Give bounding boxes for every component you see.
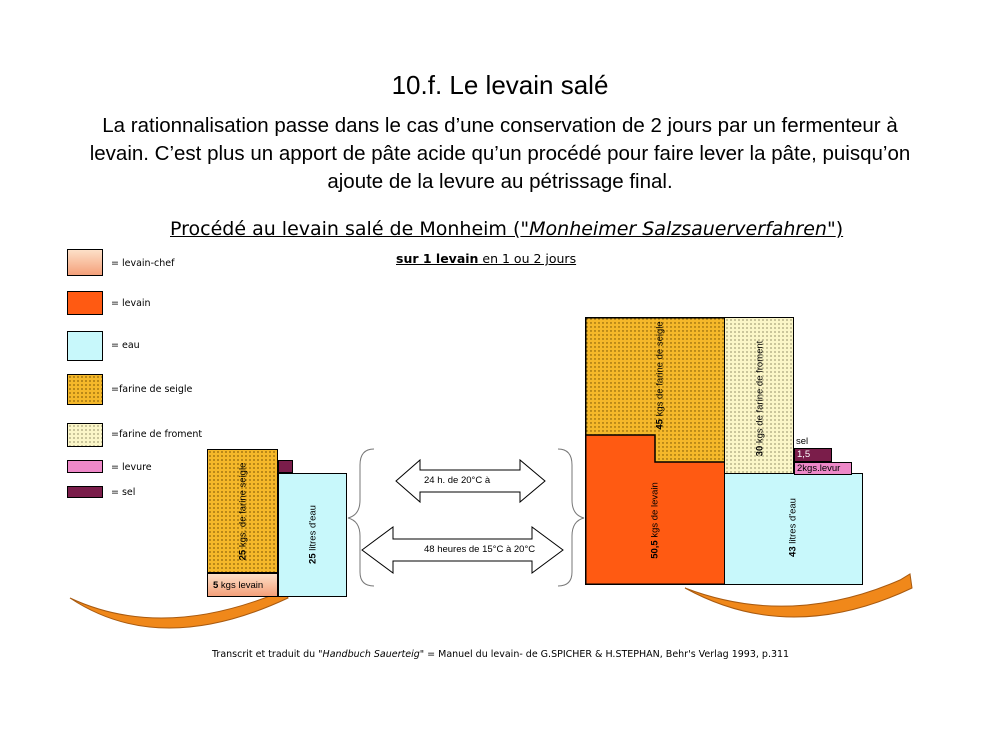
left-seigle-text: kgs. de farine seigle <box>237 462 249 550</box>
duration-label-bottom: 48 heures de 15°C à 20°C <box>424 544 536 555</box>
right-sel-caption: sel <box>796 436 809 447</box>
left-seigle-block <box>207 449 278 573</box>
left-chef-quantity: 5 <box>213 580 219 591</box>
right-froment-label <box>755 329 766 469</box>
left-seigle-label <box>238 442 249 582</box>
left-levain-chef-block <box>207 573 278 597</box>
right-eau-label <box>788 458 799 598</box>
left-eau-text: litres d'eau <box>307 505 319 554</box>
legend-label: = eau <box>111 340 140 351</box>
right-levure-block <box>794 462 852 475</box>
left-levain-chef-label <box>213 580 263 591</box>
legend-label: = levure <box>111 462 152 473</box>
right-sel-value: 1,5 <box>797 449 811 460</box>
legend-label: = levain <box>111 298 151 309</box>
diagram-subtitle-rest: en 1 ou 2 jours <box>478 251 577 266</box>
left-eau-quantity: 25 <box>307 553 319 564</box>
intro-paragraph: La rationnalisation passe dans le cas d’une conservation de 2 jours par un fermenteur à levain. C’est plus un apport de pâte acide qu’un procédé pour faire lever la pâte, puisqu’on ajoute de la levure au pétrissage final. <box>89 114 911 193</box>
left-chef-text: kgs levain <box>218 580 264 591</box>
right-levain-quantity: 50,5 <box>649 540 661 559</box>
right-eau-text: litres d'eau <box>787 498 799 547</box>
left-seigle-quantity: 25 <box>237 549 249 561</box>
diagram-title-german: "Monheimer Salzsauerverfahren" <box>520 218 836 240</box>
right-eau-quantity: 43 <box>787 546 799 557</box>
left-eau-label <box>308 465 319 605</box>
duration-label-top: 24 h. de 20°C à <box>424 475 491 486</box>
right-levain-label <box>650 451 661 591</box>
diagram-title-close: ) <box>835 218 844 240</box>
right-seigle-text: kgs de farine de seigle <box>654 321 666 420</box>
footnote-title: Handbuch Sauerteig <box>322 649 420 660</box>
right-sel-block <box>794 448 832 462</box>
legend-label: =farine de froment <box>111 429 203 440</box>
right-seigle-quantity: 45 <box>654 419 666 430</box>
right-froment-block <box>724 317 794 487</box>
footnote-pre: Transcrit et traduit du " <box>212 649 323 660</box>
diagram-subtitle-bold: sur 1 levain <box>396 251 479 266</box>
legend-label: = sel <box>111 487 136 498</box>
right-levain-text: kgs de levain <box>649 482 661 541</box>
right-froment-text: kgs de farine de froment <box>754 340 766 446</box>
page-title: 10.f. Le levain salé <box>391 70 609 100</box>
legend-label: =farine de seigle <box>111 384 193 395</box>
left-eau-block <box>278 473 347 597</box>
left-sel-block <box>278 460 293 473</box>
right-eau-block <box>724 473 863 585</box>
left-brace <box>348 449 374 586</box>
legend-label: = levain-chef <box>111 258 175 269</box>
right-levure-label: 2kgs.levur <box>797 463 841 474</box>
right-seigle-label <box>655 306 666 446</box>
footnote-post: " = Manuel du levain- de G.SPICHER & H.STEPHAN, Behr's Verlag 1993, p.311 <box>419 649 790 660</box>
right-brace <box>558 449 584 586</box>
right-froment-quantity: 30 <box>754 445 766 457</box>
diagram-title-main: Procédé au levain salé de Monheim ( <box>170 218 521 240</box>
source-footnote <box>212 649 789 660</box>
